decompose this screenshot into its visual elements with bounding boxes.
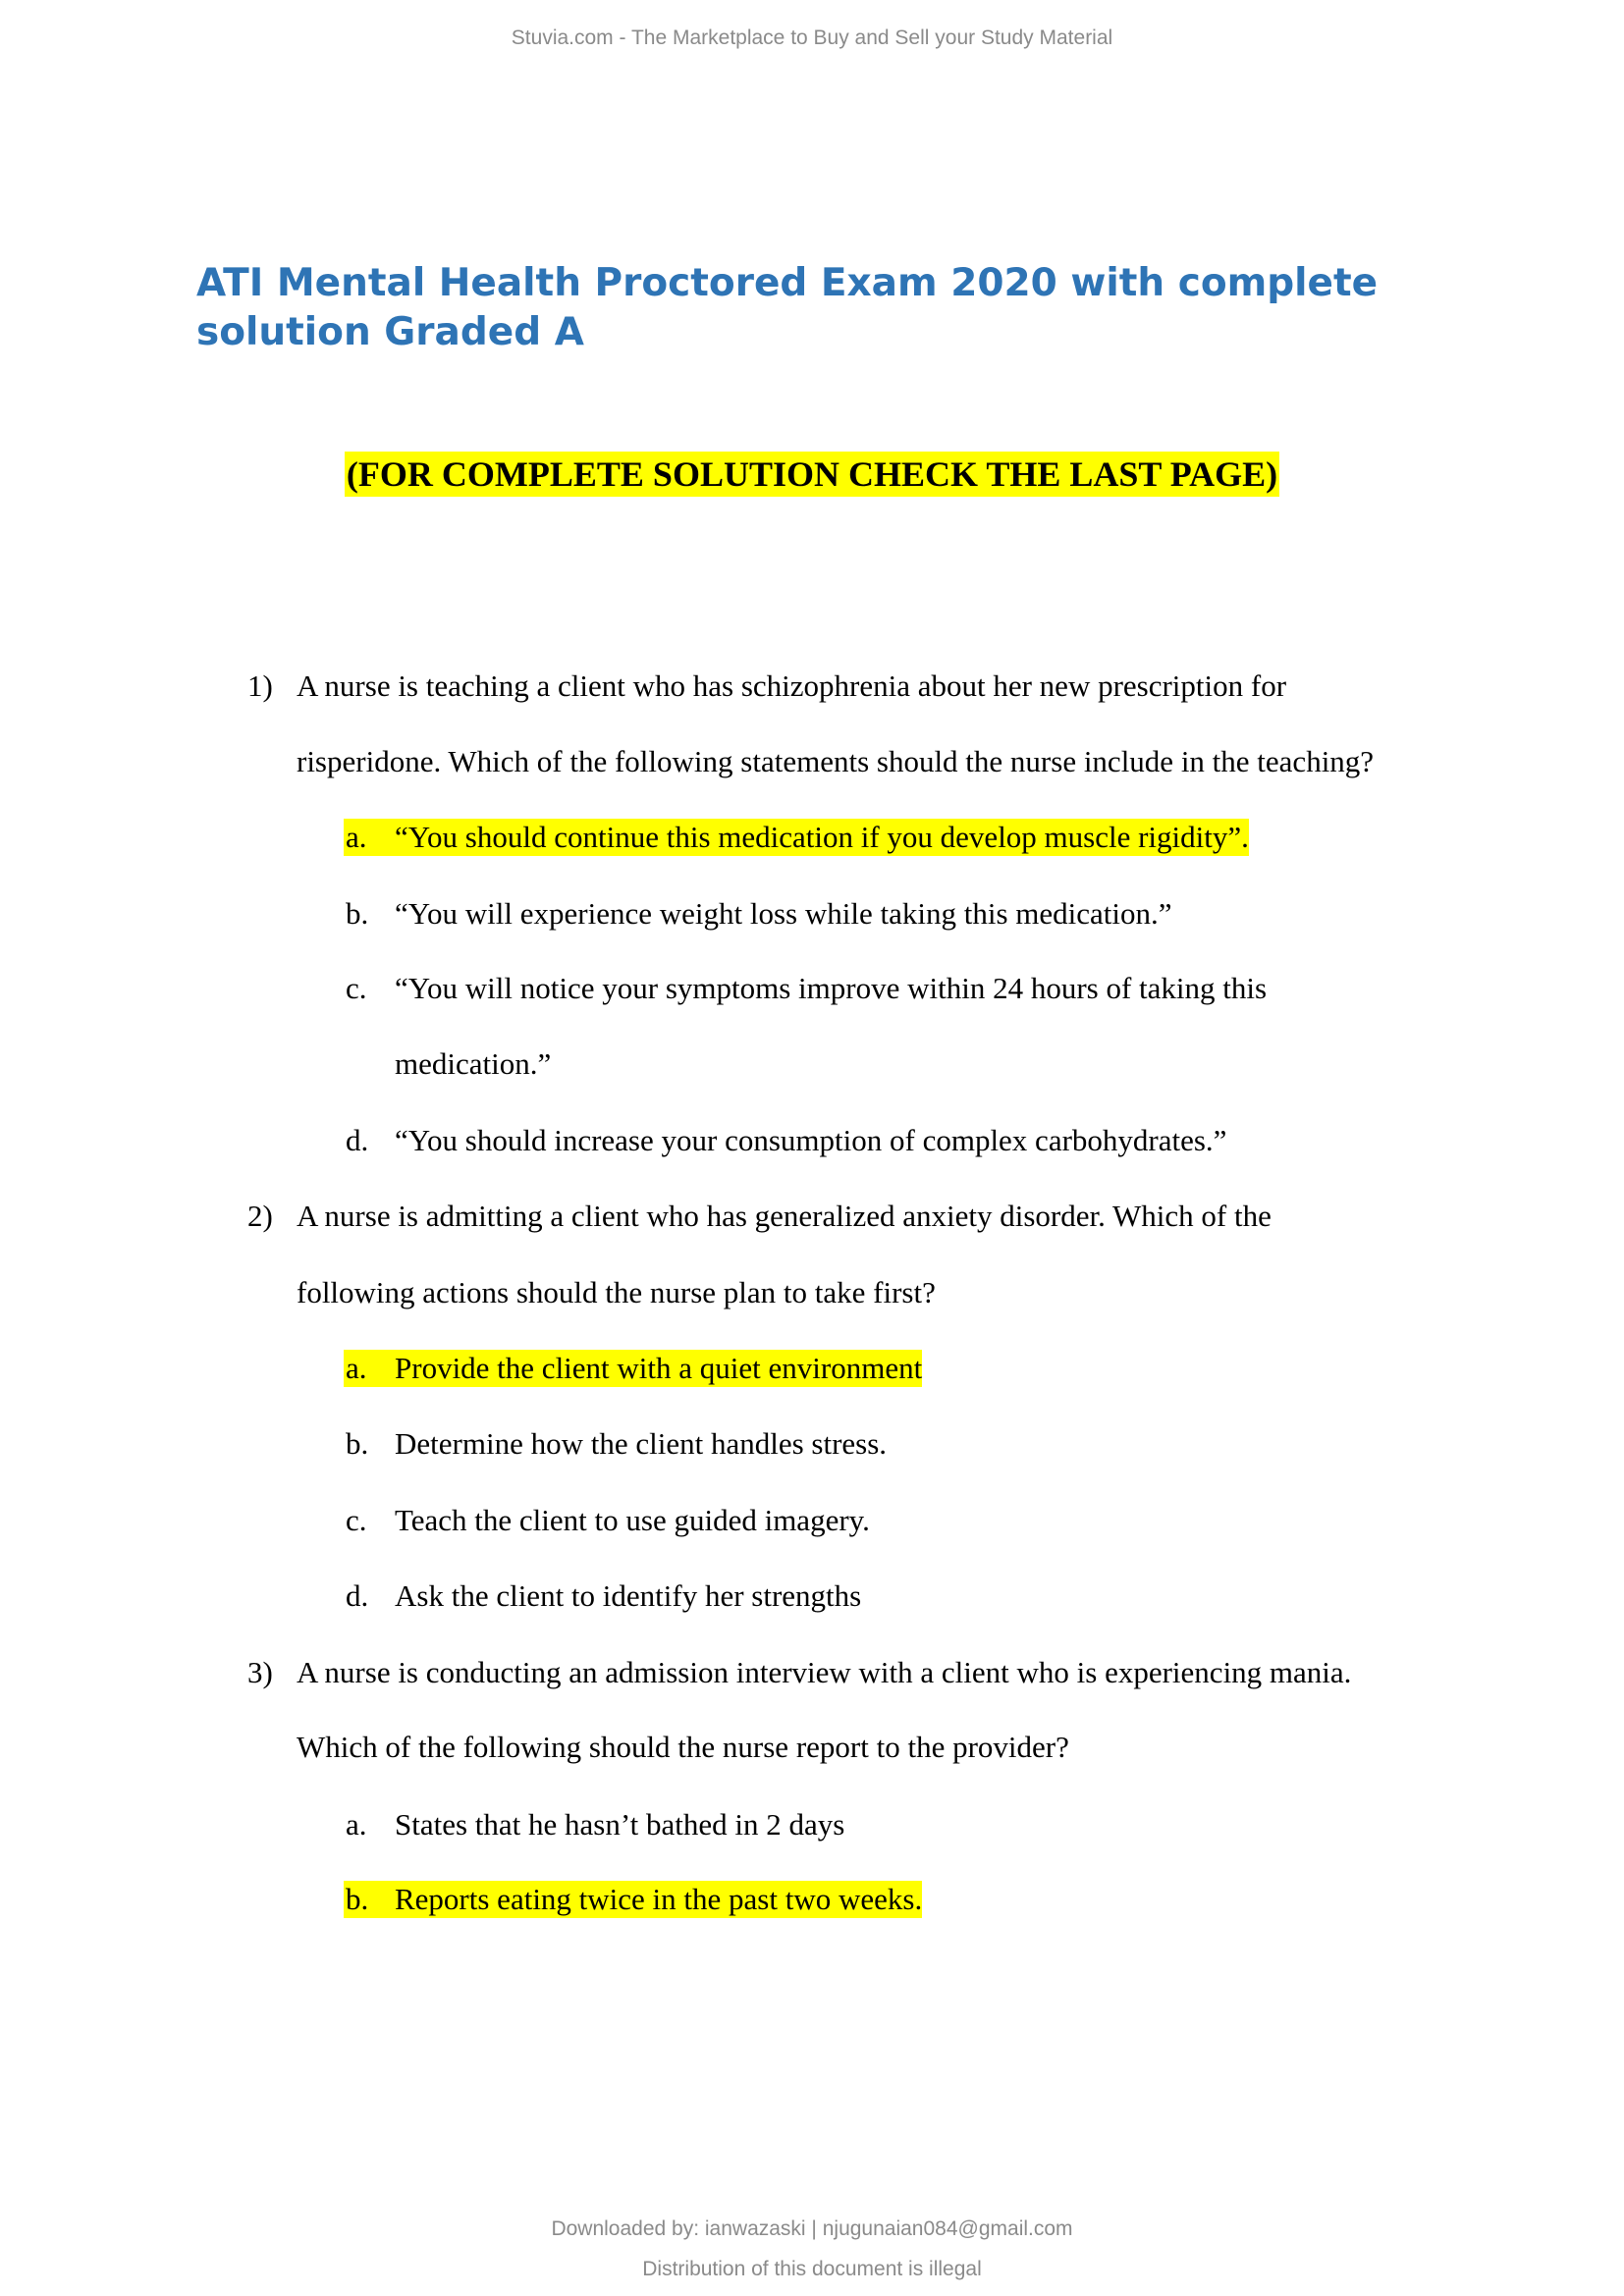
answer-option[interactable] [344, 1425, 887, 1463]
answer-option-correct[interactable] [344, 1350, 922, 1387]
question-text-line: risperidone. Which of the following statements should the nurse include in the teaching? [297, 744, 1375, 778]
footer-distribution-notice: Distribution of this document is illegal [642, 2258, 982, 2280]
option-text: “You should increase your consumption of complex carbohydrates.” [395, 1123, 1227, 1157]
answer-option[interactable] [344, 1577, 861, 1615]
option-label: a. [346, 1807, 367, 1842]
option-text: “You should continue this medication if you develop muscle rigidity”. [395, 820, 1249, 854]
answer-option[interactable] [344, 1806, 844, 1843]
question-number: 1) [247, 668, 273, 703]
option-label: d. [346, 1123, 369, 1157]
question-text-line: Which of the following should the nurse report to the provider? [297, 1730, 1069, 1764]
option-text: Reports eating twice in the past two weeks. [395, 1882, 923, 1916]
answer-option-correct[interactable] [344, 819, 1249, 856]
option-text: Teach the client to use guided imagery. [395, 1503, 870, 1537]
answer-option[interactable] [344, 1122, 1226, 1159]
option-text: States that he hasn’t bathed in 2 days [395, 1807, 845, 1842]
footer-downloaded-by: Downloaded by: ianwazaski | njugunaian084@gmail.com [551, 2217, 1073, 2240]
option-text: Determine how the client handles stress. [395, 1426, 888, 1461]
option-label: b. [346, 896, 369, 931]
answer-option-correct[interactable] [344, 1881, 922, 1918]
option-label: a. [346, 1351, 367, 1385]
title-line-1: ATI Mental Health Proctored Exam 2020 with complete [196, 261, 1379, 305]
answer-option[interactable] [344, 970, 1267, 1007]
option-text: Provide the client with a quiet environment [395, 1351, 923, 1385]
answer-option[interactable] [344, 1502, 870, 1539]
question-text-line: A nurse is teaching a client who has schizophrenia about her new prescription for [297, 668, 1287, 703]
option-label: b. [346, 1882, 369, 1916]
option-text: “You will notice your symptoms improve within 24 hours of taking this [395, 971, 1268, 1005]
header-watermark: Stuvia.com - The Marketplace to Buy and Sell your Study Material [511, 27, 1113, 49]
option-label: a. [346, 820, 367, 854]
option-label: c. [346, 971, 367, 1005]
solution-banner: (FOR COMPLETE SOLUTION CHECK THE LAST PAGE) [345, 452, 1279, 497]
question-text-line: A nurse is admitting a client who has generalized anxiety disorder. Which of the [297, 1199, 1272, 1233]
option-label: c. [346, 1503, 367, 1537]
question-text-line: A nurse is conducting an admission interview with a client who is experiencing mania. [297, 1655, 1352, 1689]
answer-option[interactable] [344, 895, 1172, 933]
option-label: d. [346, 1578, 369, 1613]
option-label: b. [346, 1426, 369, 1461]
option-text: Ask the client to identify her strengths [395, 1578, 862, 1613]
question-text-line: following actions should the nurse plan to take first? [297, 1275, 936, 1309]
title-line-2: solution Graded A [196, 310, 584, 354]
option-text: “You will experience weight loss while taking this medication.” [395, 896, 1172, 931]
document-title [196, 259, 1434, 357]
question-number: 3) [247, 1655, 273, 1689]
option-text-continuation: medication.” [395, 1046, 552, 1081]
question-number: 2) [247, 1199, 273, 1233]
banner-container [0, 452, 1624, 497]
